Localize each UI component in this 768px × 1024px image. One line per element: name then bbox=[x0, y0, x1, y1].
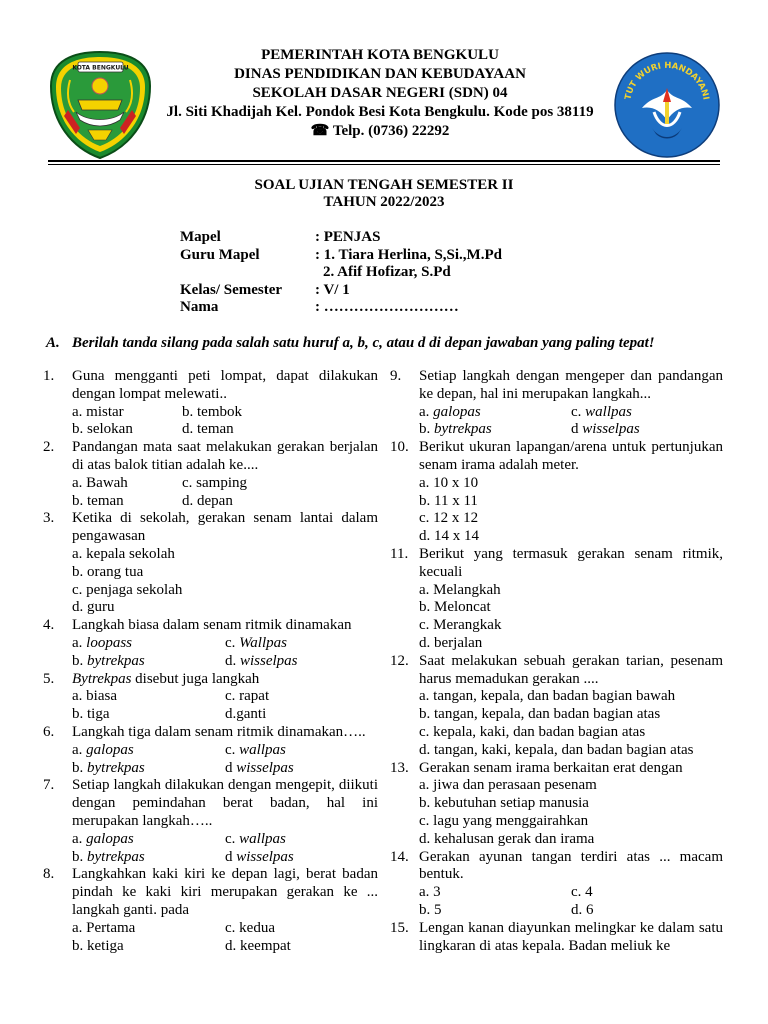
option: c. Wallpas bbox=[225, 634, 287, 651]
guru-value-1: : 1. Tiara Herlina, S,Si.,M.Pd bbox=[315, 246, 502, 263]
option: b. teman bbox=[72, 492, 124, 509]
option: c. wallpas bbox=[225, 741, 286, 758]
option: b. kebutuhan setiap manusia bbox=[419, 795, 589, 812]
option: c. rapat bbox=[225, 688, 270, 705]
question-text: Gerakan senam irama berkaitan erat dengan bbox=[419, 759, 683, 776]
question-3: 3. Ketika di sekolah, gerakan senam lantai dalam pengawasan a. kepala sekolah b. orang tua c. penjaga sekolah d. guru bbox=[43, 510, 378, 616]
option: a. Melangkah bbox=[419, 581, 501, 598]
question-text: Gerakan ayunan tangan terdiri atas ... macam bentuk. bbox=[419, 848, 723, 883]
option: c. wallpas bbox=[571, 403, 632, 420]
letterhead bbox=[150, 46, 610, 141]
option: b. 5 bbox=[419, 901, 442, 918]
option: d. keempat bbox=[225, 937, 291, 954]
instruction bbox=[46, 335, 655, 352]
option: a. Pertama bbox=[72, 919, 136, 936]
option: d. guru bbox=[72, 599, 115, 616]
option: c. kepala, kaki, dan badan bagian atas bbox=[419, 723, 646, 740]
option: b. orang tua bbox=[72, 563, 144, 580]
option: b. tangan, kepala, dan badan bagian atas bbox=[419, 706, 661, 723]
option: c. lagu yang menggairahkan bbox=[419, 812, 589, 829]
question-text: Saat melakukan sebuah gerakan tarian, pesenam harus memadukan gerakan .... bbox=[419, 652, 723, 687]
option: a. mistar bbox=[72, 403, 124, 420]
nama-value: : ……………………… bbox=[315, 299, 459, 315]
question-10: 10. Berikut ukuran lapangan/arena untuk pertunjukan senam irama adalah meter. a. 10 x 10 b. 11 x 11 c. 12 x 12 d. 14 x 14 bbox=[390, 439, 723, 545]
question-text: Bytrekpas disebut juga langkah bbox=[72, 670, 260, 687]
question-text: Langkah tiga dalam senam ritmik dinamakan….. bbox=[72, 723, 366, 740]
telephone-icon: ☎ bbox=[310, 123, 330, 139]
mapel-label: Mapel bbox=[180, 229, 221, 245]
exam-title: SOAL UJIAN TENGAH SEMESTER II bbox=[254, 177, 514, 193]
option: d. teman bbox=[182, 421, 234, 438]
question-text: Berikut yang termasuk gerakan senam ritmik, kecuali bbox=[419, 545, 723, 580]
question-12: 12. Saat melakukan sebuah gerakan tarian, pesenam harus memadukan gerakan .... a. tangan, kepala, dan badan bagian bawah b. tangan, kepala, dan badan bagian atas c. kepala, kaki, dan badan bagian atas d. tangan, kaki, kepala, dan badan bagian atas bbox=[390, 652, 723, 758]
left-logo-text: KOTA BENGKULU bbox=[72, 64, 129, 72]
question-4: 4. Langkah biasa dalam senam ritmik dinamakan a. loopass c. Wallpas b. bytrekpas d. wisselpas bbox=[43, 617, 378, 670]
tut-wuri-handayani-logo bbox=[612, 50, 722, 160]
question-text: Pandangan mata saat melakukan gerakan berjalan di atas balok titian adalah ke.... bbox=[72, 439, 378, 473]
question-text: Guna mengganti peti lompat, dapat dilakukan dengan lompat melewati.. bbox=[72, 368, 378, 402]
option: a. galopas bbox=[72, 830, 134, 847]
option: d wisselpas bbox=[225, 759, 294, 776]
question-2: 2. Pandangan mata saat melakukan gerakan berjalan di atas balok titian adalah ke.... a. Bawah c. samping b. teman d. depan bbox=[43, 439, 378, 509]
exam-info bbox=[180, 228, 502, 316]
option: a. jiwa dan perasaan pesenam bbox=[419, 777, 597, 794]
option: b. bytrekpas bbox=[419, 421, 492, 438]
option: d. tangan, kaki, kepala, dan badan bagian atas bbox=[419, 741, 694, 758]
mapel-value: : PENJAS bbox=[315, 229, 381, 245]
option: a. 10 x 10 bbox=[419, 474, 479, 491]
option: d. depan bbox=[182, 492, 233, 509]
school-phone bbox=[150, 122, 610, 141]
option: a. tangan, kepala, dan badan bagian bawah bbox=[419, 688, 676, 705]
option: a. galopas bbox=[72, 741, 134, 758]
option: d wisselpas bbox=[571, 421, 640, 438]
question-11: 11. Berikut yang termasuk gerakan senam ritmik, kecuali a. Melangkah b. Meloncat c. Merangkak d. berjalan bbox=[390, 545, 723, 651]
department-name: DINAS PENDIDIKAN DAN KEBUDAYAAN bbox=[234, 66, 526, 82]
option: a. galopas bbox=[419, 403, 481, 420]
section-letter: A. bbox=[46, 335, 60, 351]
school-address: Jl. Siti Khadijah Kel. Pondok Besi Kota Bengkulu. Kode pos 38119 bbox=[166, 104, 594, 120]
option: a. loopass bbox=[72, 634, 133, 651]
option: c. 4 bbox=[571, 884, 593, 901]
option: b. 11 x 11 bbox=[419, 492, 478, 509]
option: b. bytrekpas bbox=[72, 759, 145, 776]
government-name: PEMERINTAH KOTA BENGKULU bbox=[261, 47, 499, 63]
question-text: Setiap langkah dilakukan dengan mengepit, diikuti dengan pemindahan berat badan, hal ini merupakan langkah….. bbox=[72, 777, 378, 829]
option: a. kepala sekolah bbox=[72, 545, 175, 562]
question-1: 1. Guna mengganti peti lompat, dapat dilakukan dengan lompat melewati.. a. mistar b. tembok b. selokan d. teman bbox=[43, 368, 378, 438]
option: b. bytrekpas bbox=[72, 652, 145, 669]
option: d wisselpas bbox=[225, 848, 294, 865]
option: d. kehalusan gerak dan irama bbox=[419, 830, 595, 847]
guru-value-2: 2. Afif Hofizar, S.Pd bbox=[323, 264, 451, 280]
question-6: 6. Langkah tiga dalam senam ritmik dinamakan….. a. galopas c. wallpas b. bytrekpas d wisselpas bbox=[43, 724, 378, 777]
questions-right-column bbox=[390, 368, 723, 955]
option: d.ganti bbox=[225, 706, 267, 723]
option: a. Bawah bbox=[72, 474, 128, 491]
instruction-text: Berilah tanda silang pada salah satu huruf a, b, c, atau d di depan jawaban yang paling tepat! bbox=[72, 335, 655, 351]
guru-label: Guru Mapel bbox=[180, 246, 260, 263]
kelas-label: Kelas/ Semester bbox=[180, 281, 283, 298]
option: b. ketiga bbox=[72, 937, 124, 954]
question-15: 15. Lengan kanan diayunkan melingkar ke dalam satu lingkaran di atas kepala. Badan meliuk ke bbox=[390, 919, 723, 954]
option: b. tembok bbox=[182, 403, 242, 420]
question-9: 9. Setiap langkah dengan mengeper dan pandangan ke depan, hal ini merupakan langkah... a. galopas c. wallpas b. bytrekpas d wisselpas bbox=[390, 368, 723, 438]
option: c. kedua bbox=[225, 919, 275, 936]
school-name: SEKOLAH DASAR NEGERI (SDN) 04 bbox=[252, 85, 508, 101]
questions-left-column bbox=[43, 368, 378, 955]
exam-year: TAHUN 2022/2023 bbox=[323, 194, 445, 210]
option: a. 3 bbox=[419, 884, 441, 901]
header-divider-thin bbox=[48, 164, 720, 165]
question-7: 7. Setiap langkah dilakukan dengan mengepit, diikuti dengan pemindahan berat badan, hal ini merupakan langkah….. a. galopas c. wallpas b. bytrekpas d wisselpas bbox=[43, 777, 378, 865]
question-8: 8. Langkahkan kaki kiri ke depan lagi, berat badan pindah ke kaki kiri merupakan gerakan ke ... langkah ganti. pada a. Pertama c. kedua b. ketiga d. keempat bbox=[43, 866, 378, 954]
option: c. Merangkak bbox=[419, 617, 502, 634]
option: d. berjalan bbox=[419, 634, 483, 651]
right-logo-text: TUT WURI HANDAYANI bbox=[623, 60, 711, 101]
header-divider-thick bbox=[48, 160, 720, 162]
question-13: 13. Gerakan senam irama berkaitan erat dengan a. jiwa dan perasaan pesenam b. kebutuhan setiap manusia c. lagu yang menggairahkan d. kehalusan gerak dan irama bbox=[390, 760, 723, 849]
option: b. selokan bbox=[72, 421, 133, 438]
kelas-value: : V/ 1 bbox=[315, 281, 350, 298]
option: a. biasa bbox=[72, 688, 117, 705]
question-text: Berikut ukuran lapangan/arena untuk pertunjukan senam irama adalah meter. bbox=[419, 439, 723, 473]
option: c. wallpas bbox=[225, 830, 286, 847]
question-text: Langkah biasa dalam senam ritmik dinamakan bbox=[72, 617, 352, 634]
phone-number: Telp. (0736) 22292 bbox=[332, 123, 450, 139]
question-text: Ketika di sekolah, gerakan senam lantai dalam pengawasan bbox=[72, 510, 378, 545]
option: d. 6 bbox=[571, 901, 594, 918]
option: d. wisselpas bbox=[225, 652, 298, 669]
option: c. 12 x 12 bbox=[419, 510, 479, 527]
nama-label: Nama bbox=[180, 299, 219, 315]
question-5: 5. Bytrekpas disebut juga langkah a. biasa c. rapat b. tiga d.ganti bbox=[43, 671, 378, 724]
option: b. bytrekpas bbox=[72, 848, 145, 865]
option: d. 14 x 14 bbox=[419, 528, 479, 545]
question-14: 14. Gerakan ayunan tangan terdiri atas ... macam bentuk. a. 3 c. 4 b. 5 d. 6 bbox=[390, 848, 723, 918]
question-text: Setiap langkah dengan mengeper dan pandangan ke depan, hal ini merupakan langkah... bbox=[419, 368, 723, 402]
question-text: Lengan kanan diayunkan melingkar ke dalam satu lingkaran di atas kepala. Badan meliuk ke bbox=[419, 919, 723, 954]
kota-bengkulu-emblem bbox=[48, 50, 153, 160]
option: b. tiga bbox=[72, 706, 110, 723]
question-text: Langkahkan kaki kiri ke depan lagi, berat badan pindah ke kaki kiri merupakan gerakan ke ... langkah ganti. pada bbox=[72, 866, 378, 918]
option: c. penjaga sekolah bbox=[72, 581, 183, 598]
option: b. Meloncat bbox=[419, 599, 491, 616]
option: c. samping bbox=[182, 474, 247, 491]
